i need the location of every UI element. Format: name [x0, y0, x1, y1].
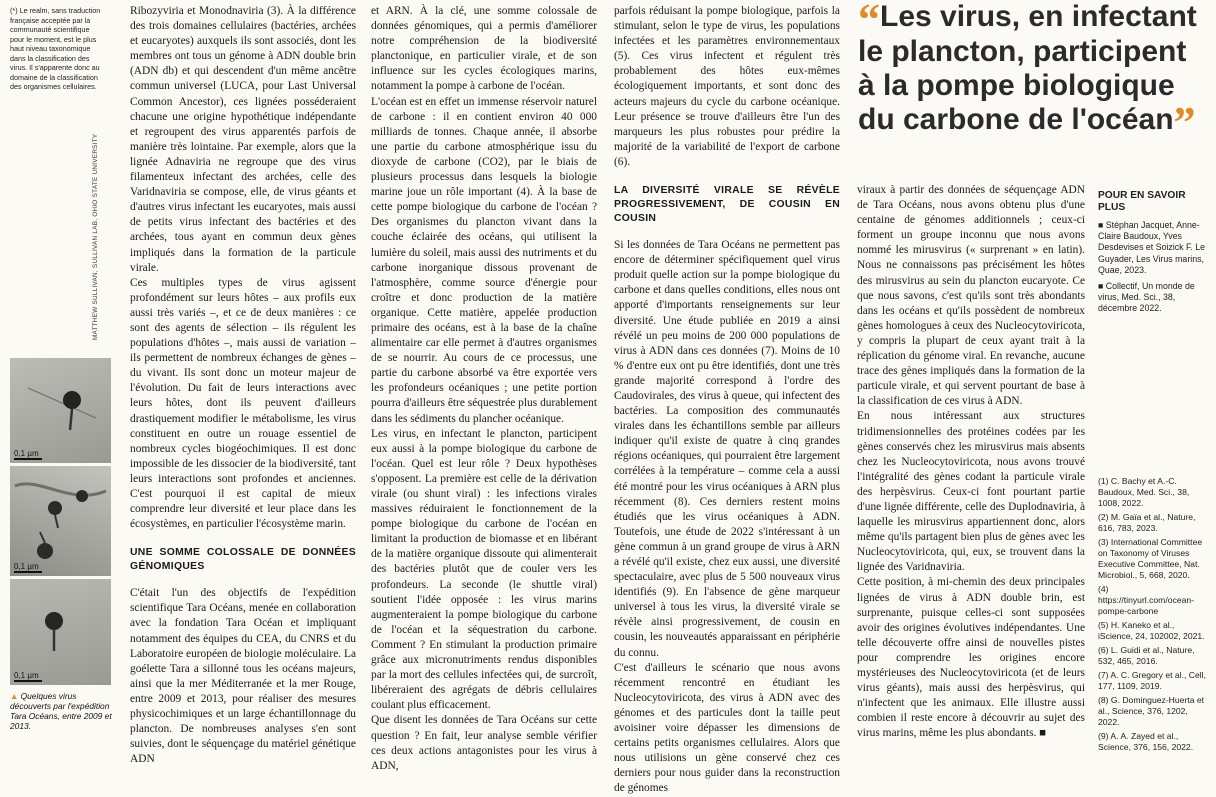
further-reading-item: ■ Collectif, Un monde de virus, Med. Sci., 38, décembre 2022.	[1098, 281, 1195, 314]
paragraph: Ces multiples types de virus agissent profondément sur leurs hôtes – aux profils eux aussi très variés –, et ce de deux manières : ce sont des agents de sélection – ils régulent les populations d'hôtes –, mais aussi de variation – ils permettent de nombreux échanges de gènes – du vivant. Ils sont donc un moteur majeur de l'évolution. Du fait de leurs interactions avec leurs hôtes, dont ils peuvent d'ailleurs drastiquement modifier le métabolisme, les virus constituent en outre un rouage essentiel de nombreux cycles biogéochimiques. Il est donc impossible de les dissocier de la biodiversité, tant leurs interactions sont profondes et anciennes. C'est pourquoi il est capital de mieux comprendre leur diversité et leur place dans les écosystèmes, en particulier l'écosystème marin.	[130, 276, 356, 531]
paragraph: viraux à partir des données de séquençage ADN de Tara Océans, nous avons obtenu plus d'une centaine de génomes additionnels ; ceux-ci forment un groupe inconnu que nous avons nommé les mirusvirus (« surprenant » en latin). Nous ne connaissons pas précisément les hôtes des mirusvirus au sein du plancton eucaryote. Ce que nous savons, c'est qu'ils sont très abondants dans les océans et qu'ils possèdent de nombreux gènes homologues à ceux des Nucleocytoviricota, y compris la plupart de ceux ayant trait à la réplication du génome viral. En revanche, aucune trace des gènes impliqués dans la formation de la particule virale, et qui servent pourtant de base à la classification de ces virus à ADN.	[857, 184, 1085, 408]
article-column-2	[371, 4, 597, 774]
footnote-realm: (*) Le realm, sans traduction française acceptée par la communauté scientifique pour le moment, est le plus haut niveau taxonomique dans la classification des virus. Il s'apparente donc au domaine de la classification des organismes cellulaires.	[10, 6, 101, 91]
reference-item: (2) M. Gaïa et al., Nature, 616, 783, 2023.	[1098, 512, 1196, 533]
reference-item: (1) C. Bachy et A.-C. Baudoux, Med. Sci., 38, 1008, 2022.	[1098, 476, 1190, 508]
open-quote-icon: “	[858, 0, 880, 44]
photo-credit: MATTHEW SULLIVAN, SULLIVAN LAB, OHIO STATE UNIVERSITY	[92, 133, 99, 340]
reference-item: (9) A. A. Zayed et al., Science, 376, 156, 2022.	[1098, 731, 1194, 752]
triangle-icon: ▲	[10, 691, 21, 701]
scale-label: 0,1 µm	[14, 562, 39, 571]
reference-item: (7) A. C. Gregory et al., Cell, 177, 1109, 2019.	[1098, 670, 1206, 691]
photo-caption	[10, 691, 112, 731]
pull-quote	[858, 0, 1210, 147]
virus-particle-illustration	[10, 579, 111, 685]
references-list	[1098, 476, 1206, 756]
paragraph: et ARN. À la clé, une somme colossale de données génomiques, qui a permis d'améliorer notre compréhension de la biodiversité planctonique, en particulier virale, et de son influence sur les cycles écologiques marins, notamment la pompe à carbone de l'océan.	[371, 5, 597, 93]
reference-item: (3) International Committee on Taxonomy of Viruses Executive Committee, Nat. Microbiol., 5, 668, 2020.	[1098, 537, 1203, 580]
paragraph: Ribozyviria et Monodnaviria (3). À la différence des trois domaines cellulaires (bactéries, archées et eucaryotes) auxquels ils sont associés, dont les membres ont tous un génome à ADN double brin (ADN db) et qui descendent d'un même ancêtre commun universel (LUCA, pour Last Universal Common Ancestor), ces lignées posséderaient chacune une origine hypothétique indépendante et regroupent des virus apparentés parfois de manière très lointaine. Par exemple, alors que la lignée Adnaviria ne regroupe que des virus filamenteux infectant des archées, celle des Varidnaviria se compose, elle, de virus géants et d'autres virus infectant les eucaryotes, mais aussi de petits virus infectant des bactéries et des archées, tous ayant en commun deux gènes impliqués dans la formation de la particule virale.	[130, 5, 356, 274]
article-column-4	[857, 183, 1085, 741]
scale-bar	[14, 458, 42, 460]
paragraph: L'océan est en effet un immense réservoir naturel de carbone : il en contient environ 40 000 milliards de tonnes. Chaque année, il absorbe une partie du carbone atmosphérique issu du dioxyde de carbone (CO2), par le biais de plusieurs processus dans lesquels la biologie marine joue un rôle important (4). À la base de cette pompe biologique du carbone de l'océan ? Des organismes du plancton vivant dans la couche éclairée des océans, qui utilisent la lumière du soleil, mais aussi des nutriments et du carbone inorganique dissous provenant de l'atmosphère, comme source d'énergie pour croître et donc production de la matière organique. Cette matière, appelée production primaire des océans, est à la base de la chaîne alimentaire car elle permet à d'autres organismes de se nourrir. Au cours de ce processus, une partie du carbone absorbé va être exportée vers les profondeurs océaniques ; une petite portion pourra d'ailleurs être séquestrée plus durablement dans les sédiments du plancher océanique.	[371, 95, 597, 425]
close-quote-icon: ”	[1173, 98, 1196, 147]
virus-photo-2	[10, 466, 111, 576]
virus-particle-illustration	[10, 358, 111, 463]
reference-item: (5) H. Kaneko et al., iScience, 24, 102002, 2021.	[1098, 620, 1205, 641]
reference-link[interactable]: (4) https://tinyurl.com/ocean-pompe-carbone	[1098, 584, 1195, 616]
further-reading-item: ■ Stéphan Jacquet, Anne-Claire Baudoux, Yves Desdevises et Soizick F. Le Guyader, Les Virus marins, Quae, 2023.	[1098, 220, 1206, 275]
further-reading-heading: POUR EN SAVOIR PLUS	[1098, 190, 1186, 213]
paragraph: Les virus, en infectant le plancton, participent eux aussi à la pompe biologique du carbone de l'océan. Quel est leur rôle ? Deux hypothèses s'opposent. La première est celle de la dérivation virale (ou shunt viral) : les infections virales massives réduiraient le fonctionnement de la pompe biologique du carbone de l'océan en limitant la production de biomasse et en libérant de la matière organique dissoute qui alimenterait des bactéries plutôt que de couler vers les profondeurs. La seconde (le shuttle viral) soutient l'idée opposée : les virus marins augmenteraient la pompe biologique du carbone de l'océan et la séquestration du carbone. Comment ? En stimulant la production primaire grâce aux micronutriments rendus disponibles par la mort des cellules infectées qui, de surcroît, libéreraient des agrégats de débris cellulaires coulant plus efficacement.	[371, 427, 597, 712]
paragraph: C'était l'un des objectifs de l'expédition scientifique Tara Océans, menée en collaboration avec la fondation Tara Océan et impliquant notamment des équipes du CEA, du CNRS et du Laboratoire européen de biologie moléculaire. La goélette Tara a sillonné tous les océans majeurs, ainsi que la mer Méditerranée et la mer Rouge, entre 2009 et 2013, pour réaliser des mesures physicochimiques et un large échantillonnage du plancton. De nombreuses analyses s'en sont suivies, dont le séquençage du matériel génétique ADN	[130, 587, 356, 766]
virus-photo-1	[10, 358, 111, 463]
reference-item: (6) L. Guidi et al., Nature, 532, 465, 2016.	[1098, 645, 1195, 666]
paragraph: Que disent les données de Tara Océans sur cette question ? En fait, leur analyse semble vérifier ces deux actions antagonistes pour les virus à ADN,	[371, 714, 597, 772]
article-column-1	[130, 4, 356, 767]
further-reading	[1098, 190, 1206, 315]
paragraph: C'est d'ailleurs le scénario que nous avons récemment rencontré en étudiant les Nucleocytoviricota, des virus à ADN avec des génomes et des particules dont la taille peut avoisiner voire dépasser les dimensions de certains petits organismes cellulaires. Alors que nous utilisions un gène conservé chez ces derniers pour nous guider dans la reconstruction de génomes	[614, 661, 840, 795]
scale-bar	[14, 680, 42, 682]
paragraph: Si les données de Tara Océans ne permettent pas encore de déterminer spécifiquement quel virus produit quelle action sur la pompe biologique du carbone et dans quelles conditions, elles nous ont apporté d'importants renseignements sur leur diversité. Une étude publiée en 2019 a ainsi révélé un peu moins de 200 000 populations de virus à ADN dans ces données (7). Moins de 10 % d'entre eux ont pu être identifiés, dont une très grande majorité correspond à l'ordre des Caudovirales, des virus à queue, qui infectent des bactéries. La composition des communautés virales dans les échantillons semble par ailleurs indiquer qu'il existe de quatre à cinq grandes régions océaniques, qui pourraient être largement corrélées à la température – comme cela a aussi été montré pour les virus océaniques à ARN plus récemment (8). Ces derniers restent moins étudiés que les virus océaniques à ADN. Toutefois, une étude de 2022 s'intéressant à un gène commun à un grand groupe de virus à ARN a révélé qu'il existe, chez eux aussi, une diversité spectaculaire, avec plus de 5 500 nouveaux virus identifiés (9). En l'absence de gène marqueur universel à tous les virus, la diversité virale se révèle ainsi progressivement, de cousin en cousin, les nouveautés apparaissant en périphérie du connu.	[614, 239, 840, 659]
reference-item: (8) G. Dominguez-Huerta et al., Science, 376, 1202, 2022.	[1098, 695, 1205, 727]
section-heading: UNE SOMME COLOSSALE DE DONNÉES GÉNOMIQUES	[130, 547, 356, 573]
pull-quote-text: Les virus, en infectant le plancton, participent à la pompe biologique du carbone de l'océan	[858, 0, 1197, 136]
section-heading: LA DIVERSITÉ VIRALE SE RÉVÈLE PROGRESSIVEMENT, DE COUSIN EN COUSIN	[614, 185, 840, 225]
paragraph: parfois réduisant la pompe biologique, parfois la stimulant, selon le type de virus, les populations infectées et les paramètres environnementaux (5). Ces virus infectent et régulent très probablement des hôtes eux-mêmes écologiquement importants, et sont donc des acteurs majeurs du cycle du carbone océanique. Leur présence se trouve d'ailleurs être l'un des marqueurs les plus robustes pour prédire la majorité de la variabilité de l'export de carbone (6).	[614, 5, 840, 168]
paragraph: En nous intéressant aux structures tridimensionnelles des protéines codées par les gènes conservés chez les mirusvirus mais absents chez les Nucleocytoviricota, nous avons trouvé l'intégralité des gènes codant la particule virale des herpèsvirus. Ceux-ci font pourtant partie d'une lignée différente, celle des Duplodnaviria, à laquelle les mirusvirus appartiennent donc, alors même qu'ils partagent bien plus de gènes avec les Nucleocytoviricota, qui, eux, se trouvent dans la lignée des Varidnaviria.	[857, 410, 1085, 574]
scale-bar	[14, 571, 42, 573]
scale-label: 0,1 µm	[14, 449, 39, 458]
virus-photo-3	[10, 579, 111, 685]
virus-particles-illustration	[10, 466, 111, 576]
article-column-3	[614, 4, 840, 797]
scale-label: 0,1 µm	[14, 671, 39, 680]
paragraph: Cette position, à mi-chemin des deux principales lignées de virus à ADN double brin, est surprenante, puisque celles-ci sont supposées avoir des origines évolutives indépendantes. Une telle découverte offre ainsi de nouvelles pistes pour comprendre les origines encore mystérieuses des Nucleocytoviricota (et de leurs virus géants), mais aussi des herpèsvirus, qui n'infectent que les animaux. Elle illustre aussi combien il reste encore à découvrir au sujet des virus marins, même les plus abondants. ■	[857, 576, 1085, 740]
caption-text: Quelques virus découverts par l'expédition Tara Océans, entre 2009 et 2013.	[10, 691, 112, 732]
